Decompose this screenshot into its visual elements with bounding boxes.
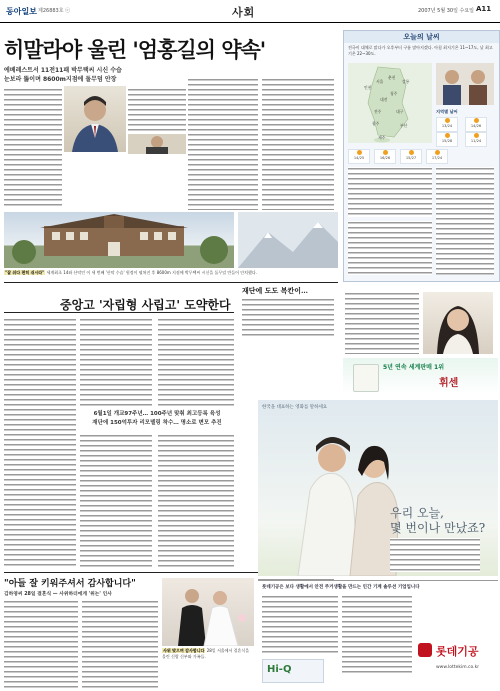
lead-headline: 히말라야 울린 '엄홍길의 약속' (4, 37, 266, 62)
aircon-ad (343, 358, 498, 394)
weather-cell (465, 132, 487, 147)
section-title: 사회 (232, 6, 256, 19)
weather-cell-temp: 15/28 (441, 138, 453, 143)
wedding-body-col-2 (82, 600, 158, 688)
weather-city: 대구 (396, 109, 404, 114)
building-photo (4, 212, 234, 268)
weather-cell-temp: 14/25 (353, 155, 365, 160)
page-number: A11 (476, 5, 492, 13)
lead-subhead (4, 66, 204, 84)
weather-cell (374, 149, 396, 164)
movie-ad-copy (390, 506, 485, 536)
lead-subhead-line-1: 에베레스트서 11전11패 박무택씨 시신 수습 (4, 67, 122, 74)
sun-icon (474, 118, 479, 123)
movie-ad-credits (390, 538, 480, 572)
divider (4, 312, 234, 313)
lead-body-col-2a (128, 88, 186, 132)
portrait-photo (64, 86, 126, 152)
weather-city: 제주 (378, 135, 386, 140)
weather-grid-label: 지역별 날씨 (436, 109, 458, 114)
bottom-ad-text-1 (262, 595, 338, 655)
interview-text (345, 292, 419, 354)
lead-body-col-4 (262, 78, 334, 210)
lead-subhead-line-2: 눈보라 뚫이며 8600m지점에 돌무덤 안장 (4, 76, 117, 83)
school-body-col-2 (80, 318, 152, 408)
lead-body-col-1 (4, 88, 62, 206)
school-deck (80, 410, 234, 428)
actress-photo (423, 292, 493, 354)
aircon-ad-caption: 5년 연속 세계판매 1위 (383, 364, 444, 371)
weather-cell-temp: 11/24 (470, 138, 482, 143)
school-deck-line-1: 6월1일 개교97주년… 100주년 맞춰 최고등록 육성 (93, 411, 221, 417)
portrait-photo-2 (128, 134, 186, 154)
sun-icon (445, 118, 450, 123)
movie-ad (258, 400, 498, 576)
weather-cell-temp: 13/24 (441, 123, 453, 128)
essay-box (238, 286, 338, 340)
weather-city: 서울 (376, 79, 384, 84)
weather-detail-text (436, 167, 494, 275)
lead-caption-text: 세계최초 14좌 산악인 이 세 번째 '산악 수습' 원정이 펼쳐진 후 8600m 지점에 박무택씨 시신을 돌무덤 만들어 안치했다. (46, 270, 257, 275)
hiq-logo: Hi-Q (267, 664, 292, 675)
weather-city: 청주 (390, 91, 398, 96)
wedding-body-col-1 (4, 600, 78, 688)
weather-city: 광주 (372, 121, 380, 126)
bottom-ad-text-2 (342, 595, 412, 675)
newspaper-logo: 동아일보 (6, 6, 37, 16)
weather-cell (348, 149, 370, 164)
weather-cell (426, 149, 448, 164)
bottom-ad-url: www.lottekim.co.kr (436, 665, 480, 670)
weather-cell (465, 117, 487, 132)
wedding-subhead: 김하영씨 28일 결혼식 — 사위하더에게 '위는' 인사 (4, 592, 112, 597)
weather-map (348, 63, 432, 143)
weather-table (348, 167, 432, 217)
bottom-ad-tagline: 롯데기공은 보다 생활에서 안전 주거생활을 만드는 인간 기계 솔루션 기업입니다 (262, 585, 420, 590)
weather-city: 춘천 (388, 75, 396, 80)
sun-icon (383, 150, 388, 155)
weather-city: 부산 (400, 123, 408, 128)
weather-cell-temp: 15/27 (405, 155, 417, 160)
school-deck-line-2: 재단에 150억투자 리모델링 착수… 명소로 변모 추진 (92, 420, 222, 426)
school-body-col-3b (158, 434, 234, 568)
wedding-caption-text: 28일 서울에서 결혼식을 올린 신랑 신부와 가족들. (162, 648, 250, 659)
lead-caption-title: "잘 쉬다 편히 쉬시라" (5, 270, 45, 275)
essay-headline: 재단에 도도 복칸이… (242, 286, 308, 295)
weather-intro: 전국이 대체로 맑다가 오후부터 구름 많아지겠다. 아침 최저기온 11~17도, 낮 최고기온 22~30도. (348, 45, 493, 56)
weather-people-photo (436, 63, 494, 105)
weather-cell (436, 117, 458, 132)
sun-icon (445, 133, 450, 138)
weather-city: 인천 (364, 85, 372, 90)
sun-icon (357, 150, 362, 155)
lotte-logo-icon (418, 643, 432, 657)
masthead (0, 0, 500, 23)
aircon-unit-icon (353, 364, 379, 392)
sun-icon (435, 150, 440, 155)
sun-icon (474, 133, 479, 138)
lead-body-col-3 (188, 78, 258, 210)
sun-icon (409, 150, 414, 155)
right-mid-block (343, 286, 498, 396)
movie-ad-tag: 한국을 대표하는 영화를 말하세요 (262, 405, 328, 410)
school-body-col-3 (158, 318, 234, 408)
weather-box (343, 30, 500, 282)
issue-date: 2007년 5월 30일 수요일 (418, 8, 475, 14)
bottom-ad (258, 580, 498, 689)
wedding-photo (162, 578, 254, 646)
weather-cell (400, 149, 422, 164)
wedding-caption-title: 사위 맞으며 감사합니다 (163, 648, 205, 653)
wedding-headline: "아들 잘 키워주셔서 감사합니다" (4, 579, 136, 589)
movie-ad-copy-line-2: 몇 번이나 만났죠? (390, 521, 486, 535)
school-body-col-1 (4, 318, 76, 568)
weather-city: 강릉 (402, 79, 410, 84)
aircon-ad-brand: 휘센 (439, 378, 459, 389)
school-body-col-2b (80, 434, 152, 568)
school-headline: 중앙고 '자립형 사립고' 도약한다 (60, 298, 231, 312)
mountaineer-photo (238, 212, 338, 268)
weather-cell (436, 132, 458, 147)
movie-ad-copy-line-1: 우리 오늘, (390, 506, 444, 520)
hiq-badge (262, 659, 324, 683)
divider (4, 282, 338, 283)
essay-body (242, 298, 334, 338)
weather-cell-temp: 14/26 (470, 123, 482, 128)
lotte-logo-block (418, 641, 494, 661)
issue-number: 제26883호 ⓒ (38, 8, 71, 14)
weather-city: 대전 (380, 97, 388, 102)
weather-cell-temp: 16/26 (379, 155, 391, 160)
weather-table-2 (348, 221, 432, 275)
lotte-brand: 롯데기공 (436, 645, 479, 658)
weather-cell-temp: 17/24 (431, 155, 443, 160)
lead-photo-caption (4, 270, 334, 276)
weather-city: 전주 (374, 109, 382, 114)
wedding-caption (162, 648, 254, 659)
weather-title: 오늘의 날씨 (344, 31, 499, 43)
